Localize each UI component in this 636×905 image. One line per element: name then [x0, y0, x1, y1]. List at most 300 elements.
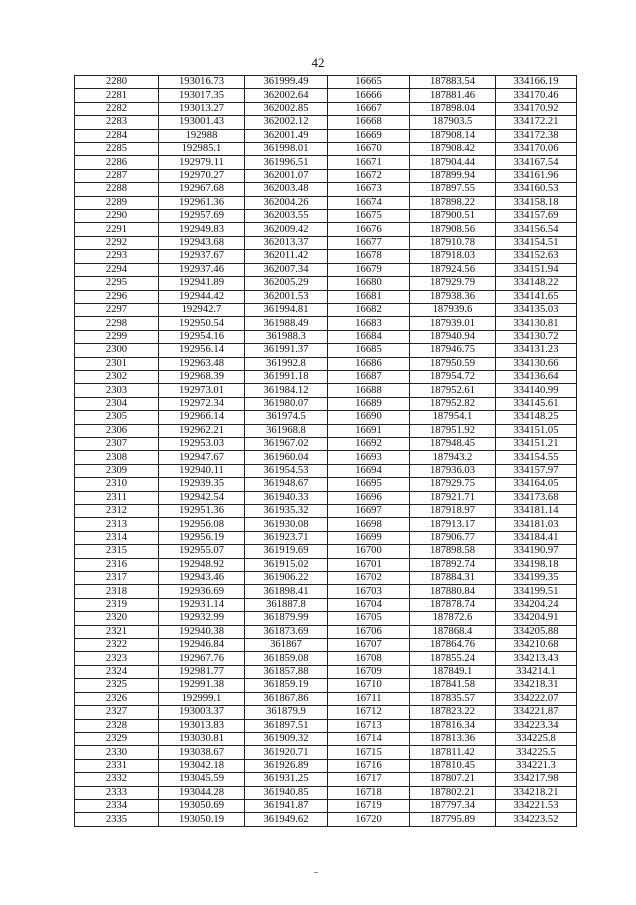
table-row	[75, 505, 577, 518]
x-coordinate-right: 187841.58	[410, 679, 496, 692]
y-coordinate-left: 361897.51	[245, 719, 328, 732]
page-number: 42	[311, 55, 325, 70]
y-coordinate-right: 334198.18	[496, 558, 577, 571]
x-coordinate-left: 193001.43	[159, 116, 245, 129]
point-number-left: 2328	[75, 719, 159, 732]
x-coordinate-right: 187816.34	[410, 719, 496, 732]
x-coordinate-left: 192981.77	[159, 665, 245, 678]
x-coordinate-right: 187939.01	[410, 317, 496, 330]
point-number-left: 2333	[75, 786, 159, 799]
point-number-left: 2282	[75, 102, 159, 115]
point-number-right: 16677	[328, 236, 410, 249]
y-coordinate-left: 362002.12	[245, 116, 328, 129]
y-coordinate-left: 361980.07	[245, 397, 328, 410]
point-number-left: 2302	[75, 370, 159, 383]
point-number-left: 2308	[75, 451, 159, 464]
x-coordinate-left: 192985.1	[159, 143, 245, 156]
x-coordinate-right: 187835.57	[410, 692, 496, 705]
table-row	[75, 236, 577, 249]
point-number-right: 16687	[328, 370, 410, 383]
point-number-left: 2331	[75, 759, 159, 772]
point-number-right: 16702	[328, 572, 410, 585]
y-coordinate-right: 334204.24	[496, 598, 577, 611]
table-row	[75, 719, 577, 732]
x-coordinate-right: 187899.94	[410, 169, 496, 182]
y-coordinate-right: 334152.63	[496, 250, 577, 263]
y-coordinate-left: 361960.04	[245, 451, 328, 464]
table-row	[75, 357, 577, 370]
table-row	[75, 277, 577, 290]
x-coordinate-right: 187913.17	[410, 518, 496, 531]
y-coordinate-right: 334190.97	[496, 545, 577, 558]
point-number-left: 2303	[75, 384, 159, 397]
point-number-right: 16717	[328, 773, 410, 786]
y-coordinate-left: 361991.18	[245, 370, 328, 383]
table-row	[75, 692, 577, 705]
y-coordinate-right: 334136.64	[496, 370, 577, 383]
point-number-right: 16704	[328, 598, 410, 611]
y-coordinate-left: 362001.49	[245, 129, 328, 142]
point-number-right: 16712	[328, 706, 410, 719]
x-coordinate-left: 192954.16	[159, 330, 245, 343]
point-number-right: 16679	[328, 263, 410, 276]
x-coordinate-right: 187897.55	[410, 183, 496, 196]
table-row	[75, 424, 577, 437]
y-coordinate-left: 361988.3	[245, 330, 328, 343]
y-coordinate-right: 334151.21	[496, 437, 577, 450]
table-row	[75, 397, 577, 410]
point-number-right: 16674	[328, 196, 410, 209]
x-coordinate-left: 193017.35	[159, 89, 245, 102]
table-row	[75, 330, 577, 343]
table-row	[75, 370, 577, 383]
y-coordinate-right: 334130.66	[496, 357, 577, 370]
point-number-left: 2315	[75, 545, 159, 558]
point-number-left: 2324	[75, 665, 159, 678]
point-number-left: 2289	[75, 196, 159, 209]
x-coordinate-left: 192953.03	[159, 437, 245, 450]
x-coordinate-right: 187898.04	[410, 102, 496, 115]
y-coordinate-left: 361887.8	[245, 598, 328, 611]
point-number-left: 2300	[75, 344, 159, 357]
point-number-right: 16700	[328, 545, 410, 558]
x-coordinate-right: 187951.92	[410, 424, 496, 437]
point-number-left: 2285	[75, 143, 159, 156]
x-coordinate-right: 187864.76	[410, 639, 496, 652]
point-number-right: 16683	[328, 317, 410, 330]
x-coordinate-left: 192951.36	[159, 505, 245, 518]
point-number-right: 16716	[328, 759, 410, 772]
table-row	[75, 665, 577, 678]
point-number-left: 2320	[75, 612, 159, 625]
y-coordinate-right: 334145.61	[496, 397, 577, 410]
x-coordinate-right: 187952.61	[410, 384, 496, 397]
x-coordinate-right: 187938.36	[410, 290, 496, 303]
table-row	[75, 652, 577, 665]
x-coordinate-left: 192961.36	[159, 196, 245, 209]
y-coordinate-right: 334225.8	[496, 732, 577, 745]
point-number-left: 2291	[75, 223, 159, 236]
table-row	[75, 89, 577, 102]
point-number-right: 16665	[328, 76, 410, 89]
table-row	[75, 706, 577, 719]
point-number-right: 16698	[328, 518, 410, 531]
table-row	[75, 250, 577, 263]
point-number-left: 2332	[75, 773, 159, 786]
point-number-right: 16718	[328, 786, 410, 799]
y-coordinate-right: 334223.34	[496, 719, 577, 732]
point-number-right: 16668	[328, 116, 410, 129]
y-coordinate-left: 361920.71	[245, 746, 328, 759]
x-coordinate-right: 187900.51	[410, 210, 496, 223]
point-number-right: 16667	[328, 102, 410, 115]
point-number-left: 2290	[75, 210, 159, 223]
point-number-left: 2297	[75, 303, 159, 316]
x-coordinate-right: 187881.46	[410, 89, 496, 102]
point-number-right: 16672	[328, 169, 410, 182]
x-coordinate-left: 192932.99	[159, 612, 245, 625]
point-number-right: 16685	[328, 344, 410, 357]
point-number-right: 16705	[328, 612, 410, 625]
x-coordinate-left: 192942.54	[159, 491, 245, 504]
y-coordinate-left: 361949.62	[245, 813, 328, 826]
y-coordinate-left: 361879.99	[245, 612, 328, 625]
y-coordinate-left: 362003.48	[245, 183, 328, 196]
point-number-left: 2280	[75, 76, 159, 89]
table-row	[75, 303, 577, 316]
x-coordinate-right: 187906.77	[410, 531, 496, 544]
table-row	[75, 129, 577, 142]
y-coordinate-right: 334172.21	[496, 116, 577, 129]
point-number-left: 2313	[75, 518, 159, 531]
x-coordinate-left: 192940.38	[159, 625, 245, 638]
point-number-left: 2283	[75, 116, 159, 129]
x-coordinate-left: 192988	[159, 129, 245, 142]
point-number-left: 2292	[75, 236, 159, 249]
table-row	[75, 813, 577, 826]
y-coordinate-right: 334141.65	[496, 290, 577, 303]
point-number-right: 16671	[328, 156, 410, 169]
x-coordinate-left: 193050.69	[159, 799, 245, 812]
table-row	[75, 518, 577, 531]
table-row	[75, 679, 577, 692]
x-coordinate-right: 187946.75	[410, 344, 496, 357]
x-coordinate-left: 192956.14	[159, 344, 245, 357]
x-coordinate-right: 187936.03	[410, 464, 496, 477]
x-coordinate-right: 187855.24	[410, 652, 496, 665]
x-coordinate-right: 187924.56	[410, 263, 496, 276]
point-number-left: 2295	[75, 277, 159, 290]
x-coordinate-left: 192966.14	[159, 411, 245, 424]
y-coordinate-left: 361935.32	[245, 505, 328, 518]
table-row	[75, 411, 577, 424]
y-coordinate-right: 334130.81	[496, 317, 577, 330]
point-number-left: 2294	[75, 263, 159, 276]
x-coordinate-right: 187898.58	[410, 545, 496, 558]
point-number-right: 16709	[328, 665, 410, 678]
x-coordinate-right: 187908.14	[410, 129, 496, 142]
point-number-left: 2319	[75, 598, 159, 611]
y-coordinate-right: 334167.54	[496, 156, 577, 169]
y-coordinate-left: 361998.01	[245, 143, 328, 156]
y-coordinate-right: 334204.91	[496, 612, 577, 625]
x-coordinate-left: 192937.46	[159, 263, 245, 276]
x-coordinate-left: 192942.7	[159, 303, 245, 316]
point-number-right: 16694	[328, 464, 410, 477]
y-coordinate-right: 334151.94	[496, 263, 577, 276]
point-number-left: 2306	[75, 424, 159, 437]
y-coordinate-left: 361967.02	[245, 437, 328, 450]
x-coordinate-right: 187810.45	[410, 759, 496, 772]
y-coordinate-left: 361919.69	[245, 545, 328, 558]
y-coordinate-left: 362001.07	[245, 169, 328, 182]
table-row	[75, 183, 577, 196]
x-coordinate-left: 192970.27	[159, 169, 245, 182]
point-number-right: 16689	[328, 397, 410, 410]
x-coordinate-left: 192950.54	[159, 317, 245, 330]
y-coordinate-left: 361926.89	[245, 759, 328, 772]
x-coordinate-left: 193042.18	[159, 759, 245, 772]
y-coordinate-left: 361930.08	[245, 518, 328, 531]
x-coordinate-left: 192943.46	[159, 572, 245, 585]
x-coordinate-left: 192991.38	[159, 679, 245, 692]
table-row	[75, 639, 577, 652]
y-coordinate-right: 334170.06	[496, 143, 577, 156]
y-coordinate-left: 361915.02	[245, 558, 328, 571]
y-coordinate-right: 334181.14	[496, 505, 577, 518]
y-coordinate-right: 334172.38	[496, 129, 577, 142]
y-coordinate-left: 361879.9	[245, 706, 328, 719]
x-coordinate-right: 187884.31	[410, 572, 496, 585]
point-number-right: 16697	[328, 505, 410, 518]
point-number-right: 16670	[328, 143, 410, 156]
y-coordinate-left: 362009.42	[245, 223, 328, 236]
x-coordinate-left: 193044.28	[159, 786, 245, 799]
x-coordinate-left: 192940.11	[159, 464, 245, 477]
x-coordinate-right: 187904.44	[410, 156, 496, 169]
point-number-left: 2293	[75, 250, 159, 263]
x-coordinate-left: 192946.84	[159, 639, 245, 652]
y-coordinate-left: 361992.8	[245, 357, 328, 370]
table-row	[75, 558, 577, 571]
y-coordinate-right: 334210.68	[496, 639, 577, 652]
point-number-right: 16678	[328, 250, 410, 263]
x-coordinate-right: 187929.79	[410, 277, 496, 290]
table-row	[75, 464, 577, 477]
y-coordinate-left: 361974.5	[245, 411, 328, 424]
x-coordinate-left: 192941.89	[159, 277, 245, 290]
table-row	[75, 585, 577, 598]
y-coordinate-right: 334221.53	[496, 799, 577, 812]
y-coordinate-left: 361923.71	[245, 531, 328, 544]
y-coordinate-left: 362013.37	[245, 236, 328, 249]
point-number-left: 2318	[75, 585, 159, 598]
x-coordinate-left: 192931.14	[159, 598, 245, 611]
x-coordinate-right: 187954.72	[410, 370, 496, 383]
point-number-right: 16693	[328, 451, 410, 464]
y-coordinate-right: 334160.53	[496, 183, 577, 196]
y-coordinate-left: 361909.32	[245, 732, 328, 745]
x-coordinate-left: 192943.68	[159, 236, 245, 249]
y-coordinate-right: 334199.51	[496, 585, 577, 598]
point-number-left: 2327	[75, 706, 159, 719]
point-number-left: 2311	[75, 491, 159, 504]
y-coordinate-left: 362003.55	[245, 210, 328, 223]
coordinates-table	[74, 75, 577, 827]
x-coordinate-left: 192972.34	[159, 397, 245, 410]
point-number-left: 2326	[75, 692, 159, 705]
x-coordinate-right: 187940.94	[410, 330, 496, 343]
point-number-left: 2316	[75, 558, 159, 571]
x-coordinate-right: 187918.03	[410, 250, 496, 263]
x-coordinate-left: 192956.19	[159, 531, 245, 544]
point-number-right: 16707	[328, 639, 410, 652]
y-coordinate-left: 361999.49	[245, 76, 328, 89]
x-coordinate-left: 192963.48	[159, 357, 245, 370]
x-coordinate-right: 187892.74	[410, 558, 496, 571]
x-coordinate-left: 193050.19	[159, 813, 245, 826]
y-coordinate-left: 361898.41	[245, 585, 328, 598]
point-number-right: 16720	[328, 813, 410, 826]
point-number-right: 16703	[328, 585, 410, 598]
table-row	[75, 102, 577, 115]
point-number-left: 2287	[75, 169, 159, 182]
point-number-right: 16715	[328, 746, 410, 759]
x-coordinate-right: 187939.6	[410, 303, 496, 316]
y-coordinate-left: 362011.42	[245, 250, 328, 263]
y-coordinate-right: 334154.51	[496, 236, 577, 249]
point-number-left: 2305	[75, 411, 159, 424]
table-row	[75, 156, 577, 169]
table-row	[75, 384, 577, 397]
table-row	[75, 732, 577, 745]
point-number-left: 2334	[75, 799, 159, 812]
y-coordinate-right: 334130.72	[496, 330, 577, 343]
y-coordinate-left: 361954.53	[245, 464, 328, 477]
x-coordinate-right: 187811.42	[410, 746, 496, 759]
y-coordinate-left: 361906.22	[245, 572, 328, 585]
point-number-right: 16673	[328, 183, 410, 196]
x-coordinate-right: 187878.74	[410, 598, 496, 611]
y-coordinate-left: 362007.34	[245, 263, 328, 276]
x-coordinate-left: 192999.1	[159, 692, 245, 705]
point-number-right: 16688	[328, 384, 410, 397]
y-coordinate-left: 361984.12	[245, 384, 328, 397]
y-coordinate-left: 361948.67	[245, 478, 328, 491]
x-coordinate-left: 192967.68	[159, 183, 245, 196]
point-number-right: 16690	[328, 411, 410, 424]
y-coordinate-left: 361867	[245, 639, 328, 652]
point-number-left: 2312	[75, 505, 159, 518]
y-coordinate-left: 361941.87	[245, 799, 328, 812]
y-coordinate-right: 334170.46	[496, 89, 577, 102]
table-row	[75, 572, 577, 585]
y-coordinate-left: 361859.19	[245, 679, 328, 692]
y-coordinate-left: 362001.53	[245, 290, 328, 303]
y-coordinate-right: 334154.55	[496, 451, 577, 464]
y-coordinate-right: 334158.18	[496, 196, 577, 209]
y-coordinate-left: 361857.88	[245, 665, 328, 678]
point-number-right: 16676	[328, 223, 410, 236]
x-coordinate-left: 192939.35	[159, 478, 245, 491]
y-coordinate-right: 334222.07	[496, 692, 577, 705]
y-coordinate-right: 334157.97	[496, 464, 577, 477]
x-coordinate-left: 192947.67	[159, 451, 245, 464]
y-coordinate-right: 334166.19	[496, 76, 577, 89]
x-coordinate-right: 187823.22	[410, 706, 496, 719]
point-number-left: 2323	[75, 652, 159, 665]
y-coordinate-right: 334173.68	[496, 491, 577, 504]
y-coordinate-left: 362005.29	[245, 277, 328, 290]
point-number-right: 16706	[328, 625, 410, 638]
x-coordinate-right: 187807.21	[410, 773, 496, 786]
point-number-left: 2301	[75, 357, 159, 370]
point-number-left: 2307	[75, 437, 159, 450]
x-coordinate-right: 187918.97	[410, 505, 496, 518]
y-coordinate-right: 334205.88	[496, 625, 577, 638]
point-number-right: 16666	[328, 89, 410, 102]
point-number-left: 2325	[75, 679, 159, 692]
x-coordinate-left: 192949.83	[159, 223, 245, 236]
point-number-right: 16719	[328, 799, 410, 812]
x-coordinate-right: 187950.59	[410, 357, 496, 370]
point-number-left: 2314	[75, 531, 159, 544]
x-coordinate-right: 187849.1	[410, 665, 496, 678]
point-number-left: 2281	[75, 89, 159, 102]
y-coordinate-left: 361991.37	[245, 344, 328, 357]
point-number-right: 16691	[328, 424, 410, 437]
table-row	[75, 478, 577, 491]
y-coordinate-right: 334170.92	[496, 102, 577, 115]
footer-mark	[314, 872, 318, 873]
point-number-left: 2329	[75, 732, 159, 745]
table-row	[75, 786, 577, 799]
y-coordinate-left: 361873.69	[245, 625, 328, 638]
y-coordinate-right: 334151.05	[496, 424, 577, 437]
point-number-left: 2321	[75, 625, 159, 638]
x-coordinate-right: 187802.21	[410, 786, 496, 799]
x-coordinate-left: 193003.37	[159, 706, 245, 719]
y-coordinate-left: 361859.08	[245, 652, 328, 665]
y-coordinate-right: 334148.25	[496, 411, 577, 424]
y-coordinate-left: 361931.25	[245, 773, 328, 786]
x-coordinate-left: 192937.67	[159, 250, 245, 263]
point-number-right: 16675	[328, 210, 410, 223]
y-coordinate-left: 362004.26	[245, 196, 328, 209]
table-row	[75, 598, 577, 611]
point-number-right: 16680	[328, 277, 410, 290]
y-coordinate-right: 334135.03	[496, 303, 577, 316]
y-coordinate-right: 334131.23	[496, 344, 577, 357]
point-number-left: 2322	[75, 639, 159, 652]
point-number-right: 16692	[328, 437, 410, 450]
table-row	[75, 746, 577, 759]
y-coordinate-left: 361994.81	[245, 303, 328, 316]
y-coordinate-right: 334223.52	[496, 813, 577, 826]
x-coordinate-left: 192962.21	[159, 424, 245, 437]
y-coordinate-right: 334214.1	[496, 665, 577, 678]
table-row	[75, 223, 577, 236]
table-row	[75, 169, 577, 182]
table-row	[75, 437, 577, 450]
point-number-right: 16684	[328, 330, 410, 343]
x-coordinate-right: 187903.5	[410, 116, 496, 129]
table-row	[75, 344, 577, 357]
table-row	[75, 545, 577, 558]
point-number-right: 16713	[328, 719, 410, 732]
point-number-right: 16711	[328, 692, 410, 705]
x-coordinate-right: 187883.54	[410, 76, 496, 89]
